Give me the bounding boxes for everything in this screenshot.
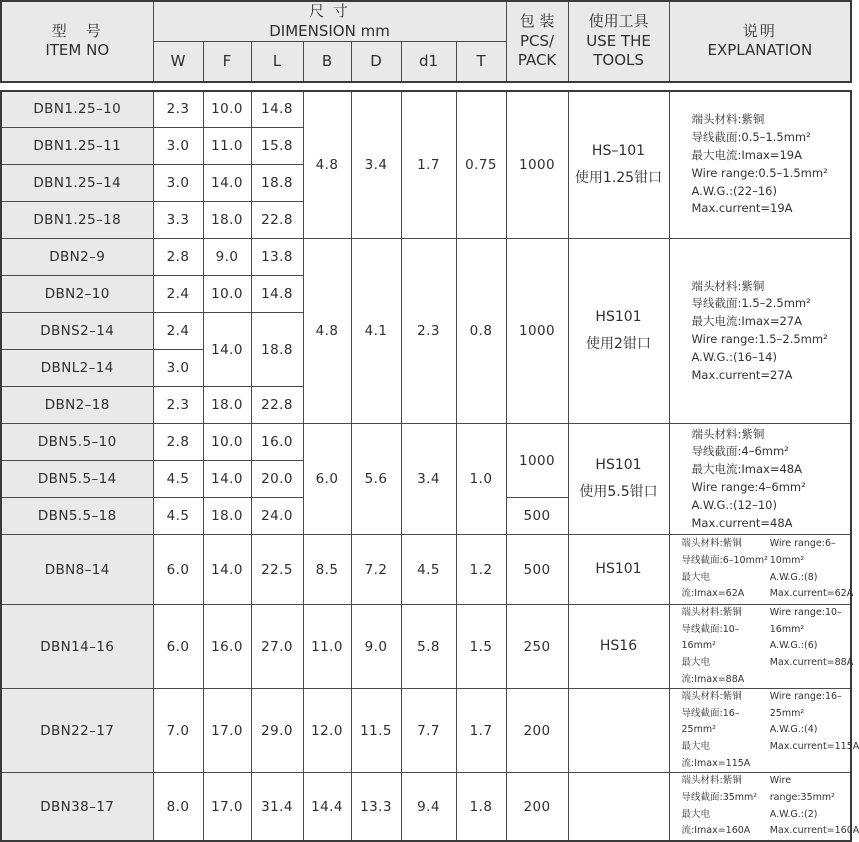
d-cell: 7.2 bbox=[351, 535, 401, 605]
table-row bbox=[1, 605, 851, 689]
l-cell: 16.0 bbox=[251, 424, 303, 461]
t-cell: 1.2 bbox=[456, 535, 506, 605]
item-cell: DBN38–17 bbox=[1, 773, 153, 841]
item-cell: DBN1.25–11 bbox=[1, 128, 153, 165]
w-cell: 3.3 bbox=[153, 202, 203, 239]
pack-cell: 500 bbox=[506, 498, 568, 535]
header-pack-zh: 包 装 bbox=[519, 12, 555, 30]
f-cell: 18.0 bbox=[203, 202, 251, 239]
w-cell: 2.8 bbox=[153, 239, 203, 276]
header-tools-zh: 使用工具 bbox=[588, 12, 649, 30]
header-tools-en2: TOOLS bbox=[593, 51, 644, 69]
header-explanation-en: EXPLANATION bbox=[707, 41, 813, 60]
item-cell: DBN22–17 bbox=[1, 689, 153, 773]
t-cell: 0.8 bbox=[456, 239, 506, 424]
header-col-b: B bbox=[303, 42, 351, 82]
f-cell: 17.0 bbox=[203, 773, 251, 841]
w-cell: 7.0 bbox=[153, 689, 203, 773]
f-cell: 17.0 bbox=[203, 689, 251, 773]
t-cell: 0.75 bbox=[456, 91, 506, 239]
header-col-d1: d1 bbox=[401, 42, 456, 82]
explanation-text bbox=[670, 773, 859, 840]
tool-model: HS101 bbox=[595, 561, 642, 578]
header-pack-en1: PCS/ bbox=[520, 31, 555, 50]
t-cell: 1.5 bbox=[456, 605, 506, 689]
l-cell: 13.8 bbox=[251, 239, 303, 276]
header-dimension bbox=[153, 1, 506, 42]
explanation-cell bbox=[669, 91, 851, 239]
d-cell: 13.3 bbox=[351, 773, 401, 841]
l-cell: 15.8 bbox=[251, 128, 303, 165]
f-cell: 10.0 bbox=[203, 276, 251, 313]
item-cell: DBN2–9 bbox=[1, 239, 153, 276]
tool-jaw: 使用1.25钳口 bbox=[574, 169, 663, 186]
d1-cell: 9.4 bbox=[401, 773, 456, 841]
b-cell: 11.0 bbox=[303, 605, 351, 689]
tool-model: HS101 bbox=[595, 309, 642, 326]
l-cell: 24.0 bbox=[251, 498, 303, 535]
d-cell: 9.0 bbox=[351, 605, 401, 689]
d1-cell: 5.8 bbox=[401, 605, 456, 689]
l-cell: 18.8 bbox=[251, 313, 303, 387]
header-item-no-zh: 型 号 bbox=[51, 21, 103, 40]
w-cell: 3.0 bbox=[153, 128, 203, 165]
tool-model: HS101 bbox=[595, 457, 642, 474]
b-cell: 12.0 bbox=[303, 689, 351, 773]
item-cell: DBN5.5–14 bbox=[1, 461, 153, 498]
explanation-cell bbox=[669, 689, 859, 773]
explanation-text: 端头材料:紫铜 导线截面:0.5–1.5mm² 最大电流:Imax=19A Wire range:0.5–1.5mm² A.W.G.:(22–16) Max.current=19A bbox=[691, 112, 828, 216]
item-cell: DBN14–16 bbox=[1, 605, 153, 689]
l-cell: 22.8 bbox=[251, 387, 303, 424]
explanation-zh: 端头材料:紫铜 导线截面:35mm² 最大电流:Imax=160A bbox=[681, 775, 758, 837]
explanation-cell bbox=[669, 424, 851, 535]
b-cell: 6.0 bbox=[303, 424, 351, 535]
f-cell: 10.0 bbox=[203, 91, 251, 128]
explanation-cell bbox=[669, 773, 859, 841]
item-cell: DBNL2–14 bbox=[1, 350, 153, 387]
w-cell: 3.0 bbox=[153, 350, 203, 387]
pack-cell: 1000 bbox=[506, 91, 568, 239]
f-cell: 10.0 bbox=[203, 424, 251, 461]
w-cell: 6.0 bbox=[153, 535, 203, 605]
header-item-no-en: ITEM NO bbox=[45, 41, 110, 60]
table-row bbox=[1, 535, 851, 605]
spec-table-body bbox=[0, 90, 859, 842]
pack-cell: 500 bbox=[506, 535, 568, 605]
header-tools bbox=[568, 1, 669, 82]
pack-cell: 200 bbox=[506, 689, 568, 773]
explanation-cell bbox=[669, 605, 854, 689]
l-cell: 14.8 bbox=[251, 276, 303, 313]
l-cell: 14.8 bbox=[251, 91, 303, 128]
b-cell: 14.4 bbox=[303, 773, 351, 841]
tool-jaw: 使用2钳口 bbox=[586, 336, 651, 352]
f-cell: 14.0 bbox=[203, 313, 251, 387]
table-row bbox=[1, 91, 851, 128]
header-explanation bbox=[669, 1, 851, 82]
explanation-cell bbox=[669, 535, 854, 605]
header-explanation-zh: 说明 bbox=[742, 21, 777, 40]
d-cell: 11.5 bbox=[351, 689, 401, 773]
item-cell: DBN5.5–18 bbox=[1, 498, 153, 535]
table-row bbox=[1, 689, 851, 773]
f-cell: 18.0 bbox=[203, 387, 251, 424]
d1-cell: 7.7 bbox=[401, 689, 456, 773]
tools-cell bbox=[568, 535, 669, 605]
header-pack-en2: PACK bbox=[517, 51, 557, 69]
w-cell: 2.8 bbox=[153, 424, 203, 461]
header-item-no bbox=[1, 1, 153, 82]
explanation-zh: 端头材料:紫铜 导线截面:10–16mm² 最大电流:Imax=88A bbox=[681, 607, 745, 685]
w-cell: 2.3 bbox=[153, 387, 203, 424]
table-row bbox=[1, 773, 851, 841]
d1-cell: 4.5 bbox=[401, 535, 456, 605]
tools-cell bbox=[568, 239, 669, 424]
b-cell: 4.8 bbox=[303, 239, 351, 424]
l-cell: 22.5 bbox=[251, 535, 303, 605]
header-col-f: F bbox=[203, 42, 251, 82]
explanation-en: Wire range:6–10mm² A.W.G.:(8) Max.current=62A bbox=[769, 538, 854, 600]
header-col-l: L bbox=[251, 42, 303, 82]
tool-model: HS16 bbox=[599, 638, 638, 655]
d1-cell: 1.7 bbox=[401, 91, 456, 239]
w-cell: 4.5 bbox=[153, 461, 203, 498]
item-cell: DBN2–10 bbox=[1, 276, 153, 313]
item-cell: DBN2–18 bbox=[1, 387, 153, 424]
w-cell: 3.0 bbox=[153, 165, 203, 202]
table-row bbox=[1, 424, 851, 461]
d-cell: 4.1 bbox=[351, 239, 401, 424]
w-cell: 2.3 bbox=[153, 91, 203, 128]
item-cell: DBN1.25–10 bbox=[1, 91, 153, 128]
tool-model: HS–101 bbox=[591, 143, 646, 160]
header-row-1 bbox=[1, 1, 851, 42]
pack-cell: 200 bbox=[506, 773, 568, 841]
tools-cell bbox=[568, 91, 669, 239]
header-dimension-zh: 尺 寸 bbox=[309, 2, 350, 20]
tools-cell bbox=[568, 605, 669, 689]
header-tools-en1: USE THE bbox=[586, 31, 651, 50]
tools-cell bbox=[568, 424, 669, 535]
explanation-zh: 端头材料:紫铜 导线截面:16–25mm² 最大电流:Imax=115A bbox=[681, 691, 751, 769]
explanation-en: Wire range:16–25mm² A.W.G.:(4) Max.current=115A bbox=[769, 691, 859, 752]
explanation-text bbox=[670, 689, 859, 772]
item-cell: DBN1.25–14 bbox=[1, 165, 153, 202]
l-cell: 27.0 bbox=[251, 605, 303, 689]
w-cell: 2.4 bbox=[153, 313, 203, 350]
explanation-zh: 端头材料:紫铜 导线截面:6–10mm² 最大电流:Imax=62A bbox=[681, 538, 768, 600]
header-col-w: W bbox=[153, 42, 203, 82]
explanation-cell bbox=[669, 239, 851, 424]
d-cell: 3.4 bbox=[351, 91, 401, 239]
explanation-text: 端头材料:紫铜 导线截面:4–6mm² 最大电流:Imax=48A Wire range:4–6mm² A.W.G.:(12–10) Max.current=48A bbox=[691, 426, 806, 530]
explanation-text bbox=[670, 536, 854, 603]
item-cell: DBN8–14 bbox=[1, 535, 153, 605]
l-cell: 22.8 bbox=[251, 202, 303, 239]
f-cell: 9.0 bbox=[203, 239, 251, 276]
explanation-en: Wire range:35mm² A.W.G.:(2) Max.current=160A bbox=[769, 775, 859, 837]
l-cell: 18.8 bbox=[251, 165, 303, 202]
d-cell: 5.6 bbox=[351, 424, 401, 535]
w-cell: 6.0 bbox=[153, 605, 203, 689]
w-cell: 4.5 bbox=[153, 498, 203, 535]
explanation-text: 端头材料:紫铜 导线截面:1.5–2.5mm² 最大电流:Imax=27A Wire range:1.5–2.5mm² A.W.G.:(16–14) Max.current=27A bbox=[691, 278, 828, 382]
pack-cell: 250 bbox=[506, 605, 568, 689]
explanation-text bbox=[670, 605, 854, 688]
item-cell: DBN1.25–18 bbox=[1, 202, 153, 239]
header-col-d: D bbox=[351, 42, 401, 82]
f-cell: 11.0 bbox=[203, 128, 251, 165]
d1-cell: 3.4 bbox=[401, 424, 456, 535]
tools-cell bbox=[568, 773, 669, 841]
l-cell: 31.4 bbox=[251, 773, 303, 841]
l-cell: 20.0 bbox=[251, 461, 303, 498]
f-cell: 18.0 bbox=[203, 498, 251, 535]
f-cell: 14.0 bbox=[203, 461, 251, 498]
pack-cell: 1000 bbox=[506, 424, 568, 498]
header-dimension-en: DIMENSION mm bbox=[269, 21, 390, 40]
table-row bbox=[1, 239, 851, 276]
spec-table-header bbox=[0, 0, 852, 83]
f-cell: 16.0 bbox=[203, 605, 251, 689]
b-cell: 4.8 bbox=[303, 91, 351, 239]
t-cell: 1.0 bbox=[456, 424, 506, 535]
item-cell: DBN5.5–10 bbox=[1, 424, 153, 461]
tools-cell bbox=[568, 689, 669, 773]
b-cell: 8.5 bbox=[303, 535, 351, 605]
header-pack bbox=[506, 1, 568, 82]
w-cell: 2.4 bbox=[153, 276, 203, 313]
explanation-en: Wire range:10–16mm² A.W.G.:(6) Max.current=88A bbox=[769, 607, 854, 668]
f-cell: 14.0 bbox=[203, 165, 251, 202]
w-cell: 8.0 bbox=[153, 773, 203, 841]
t-cell: 1.8 bbox=[456, 773, 506, 841]
f-cell: 14.0 bbox=[203, 535, 251, 605]
l-cell: 29.0 bbox=[251, 689, 303, 773]
d1-cell: 2.3 bbox=[401, 239, 456, 424]
pack-cell: 1000 bbox=[506, 239, 568, 424]
t-cell: 1.7 bbox=[456, 689, 506, 773]
item-cell: DBNS2–14 bbox=[1, 313, 153, 350]
tool-jaw: 使用5.5钳口 bbox=[579, 484, 658, 500]
header-col-t: T bbox=[456, 42, 506, 82]
